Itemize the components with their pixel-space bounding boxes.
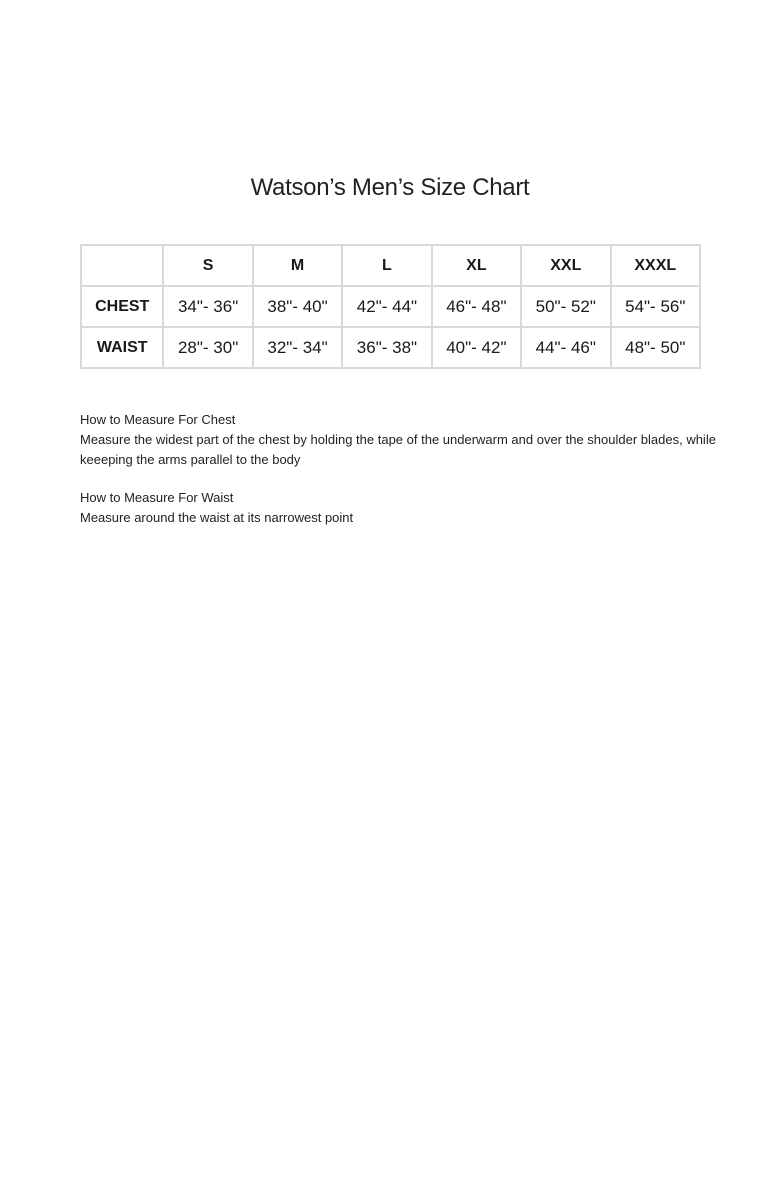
size-header: XXXL <box>611 245 701 286</box>
measurement-cell: 28"- 30" <box>163 327 252 368</box>
page-title: Watson’s Men’s Size Chart <box>250 174 530 201</box>
instruction-body: Measure the widest part of the chest by holding the tape of the underwarm and over the shoulder blades, while keeeping the arms parallel to the body <box>80 432 716 467</box>
instruction-heading: How to Measure For Waist <box>80 490 234 505</box>
measurement-cell: 48"- 50" <box>611 327 701 368</box>
measurement-cell: 46"- 48" <box>432 286 521 327</box>
measurement-cell: 44"- 46" <box>521 327 610 368</box>
measurement-cell: 36"- 38" <box>342 327 431 368</box>
measurement-cell: 42"- 44" <box>342 286 431 327</box>
row-label: WAIST <box>81 327 163 368</box>
instruction-body: Measure around the waist at its narrowest point <box>80 510 354 525</box>
waist-instructions <box>80 488 720 528</box>
size-header: M <box>253 245 342 286</box>
measurement-cell: 40"- 42" <box>432 327 521 368</box>
table-header-row <box>81 245 700 286</box>
measurement-cell: 50"- 52" <box>521 286 610 327</box>
measurement-cell: 34"- 36" <box>163 286 252 327</box>
measurement-cell: 38"- 40" <box>253 286 342 327</box>
corner-cell <box>81 245 163 286</box>
chest-instructions <box>80 410 720 470</box>
size-header: L <box>342 245 431 286</box>
row-label: CHEST <box>81 286 163 327</box>
size-header: XL <box>432 245 521 286</box>
measurement-cell: 54"- 56" <box>611 286 701 327</box>
size-header: XXL <box>521 245 610 286</box>
size-chart-table <box>80 244 701 369</box>
measuring-instructions <box>80 410 720 546</box>
table-row <box>81 286 700 327</box>
measurement-cell: 32"- 34" <box>253 327 342 368</box>
size-header: S <box>163 245 252 286</box>
table-row <box>81 327 700 368</box>
instruction-heading: How to Measure For Chest <box>80 412 236 427</box>
